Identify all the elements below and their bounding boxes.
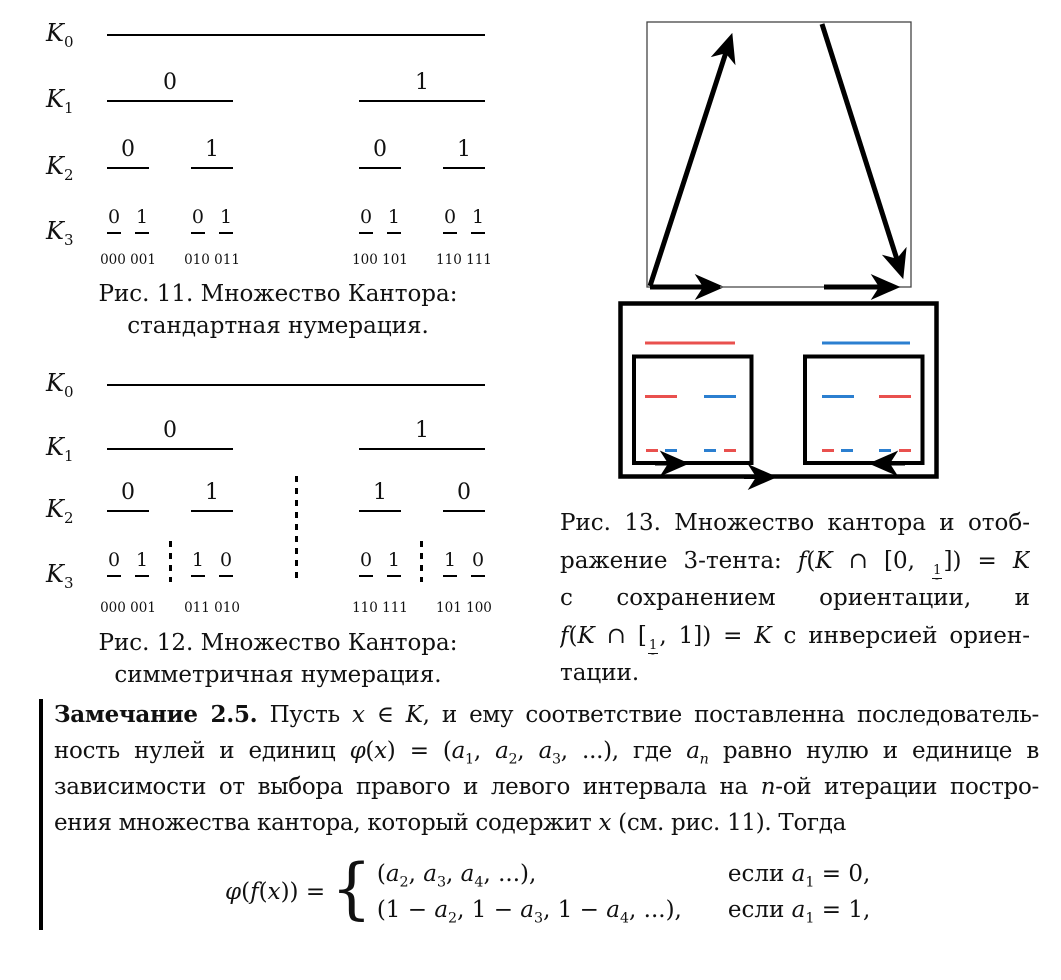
segment-digit: 0 [471, 549, 485, 571]
binary-label: 100 101 [352, 252, 408, 268]
row-label: $K_1$ [46, 433, 74, 465]
segment-digit: 0 [120, 480, 135, 505]
segment-digit: 1 [204, 480, 219, 505]
cantor-segment [191, 575, 205, 577]
remark-paragraph [54, 697, 1039, 841]
segment-digit: 0 [120, 137, 135, 162]
formula-case1-cond: если $a_1 = 0$, [727, 861, 871, 891]
fig13-caption-line1: Рис. 13. Множество кантора и отоб- [560, 510, 1030, 536]
cantor-segment [471, 232, 485, 234]
phi-formula [225, 850, 871, 931]
binary-label: 101 100 [436, 600, 492, 616]
segment-digit: 1 [135, 206, 149, 228]
segment-digit: 1 [387, 549, 401, 571]
cantor-segment [387, 575, 401, 577]
fraction: 1 [932, 562, 942, 578]
cantor-segment [359, 100, 485, 102]
fig13-caption [560, 505, 1030, 693]
cantor-segment [191, 232, 205, 234]
binary-label: 011 010 [184, 600, 240, 616]
tent-up-arrow [650, 40, 730, 286]
formula-brace: { [331, 850, 372, 928]
binary-label: 010 011 [184, 252, 240, 268]
cantor-segment [107, 575, 121, 577]
cantor-segment [107, 100, 233, 102]
fig13-caption-line4: f(K ∩ [ 1 , 1]) = K с инверсией ориен- [560, 618, 1030, 656]
cantor-segment [191, 167, 233, 169]
formula-lhs: φ(f(x)) = [225, 879, 326, 905]
segment-digit: 0 [219, 549, 233, 571]
segment-digit: 0 [107, 549, 121, 571]
remark-left-rule [39, 699, 43, 930]
segment-digit: 1 [204, 137, 219, 162]
fig13-caption-line5: тации. [560, 660, 640, 686]
fig12-caption-line1: Рис. 12. Множество Кантора: [98, 630, 458, 656]
segment-digit: 0 [191, 206, 205, 228]
binary-label: 110 111 [352, 600, 408, 616]
segment-digit: 0 [162, 70, 177, 95]
segment-digit: 0 [443, 206, 457, 228]
remark-line4: ения множества кантора, который содержит x (см. рис. 11). Тогда [54, 810, 847, 836]
binary-label: 110 111 [436, 252, 492, 268]
segment-digit: 0 [456, 480, 471, 505]
cantor-segment [443, 510, 485, 512]
cantor-segment [443, 232, 457, 234]
row-label: $K_0$ [46, 19, 74, 51]
cantor-segment [107, 232, 121, 234]
cantor-segment [107, 448, 233, 450]
segment-digit: 1 [471, 206, 485, 228]
segment-digit: 1 [135, 549, 149, 571]
cantor-segment [443, 575, 457, 577]
fig12-caption-line2: симметричная нумерация. [114, 662, 442, 688]
cantor-segment [219, 575, 233, 577]
cantor-segment [359, 510, 401, 512]
formula-case2-expr: ($1 - a_2$, $1 - a_3$, $1 - a_4$, ...), [376, 897, 682, 927]
segment-digit: 0 [107, 206, 121, 228]
cantor-segment [387, 232, 401, 234]
binary-label: 000 001 [100, 600, 156, 616]
cantor-segment [135, 232, 149, 234]
segment-digit: 1 [219, 206, 233, 228]
fig13-caption-line3: с сохранением ориентации, и [560, 585, 1030, 611]
segment-digit: 1 [191, 549, 205, 571]
formula-case2-cond: если $a_1 = 1$, [727, 897, 871, 927]
segment-digit: 0 [359, 206, 373, 228]
row-label: $K_2$ [46, 152, 74, 184]
dashed-separator [295, 476, 298, 582]
segment-digit: 1 [443, 549, 457, 571]
row-label: $K_2$ [46, 495, 74, 527]
segment-digit: 1 [372, 480, 387, 505]
fig11-caption-line1: Рис. 11. Множество Кантора: [98, 281, 458, 307]
cantor-segment [443, 167, 485, 169]
cantor-segment [107, 510, 149, 512]
remark-line1: Замечание 2.5. Пусть x ∈ K, и ему соответствие поставленна последователь- [54, 701, 1039, 728]
tent-down-arrow [822, 24, 901, 272]
cantor-segment [359, 448, 485, 450]
remark-line3: зависимости от выбора правого и левого интервала на n-ой итерации постро- [54, 774, 1039, 800]
cantor-segment [471, 575, 485, 577]
binary-label: 000 001 [100, 252, 156, 268]
cantor-segment [359, 575, 373, 577]
cantor-subbox-right [805, 357, 923, 464]
segment-digit: 0 [359, 549, 373, 571]
dashed-separator [169, 541, 172, 582]
fig13-caption-line2: ражение 3-тента: f(K ∩ [0, 1 ]) = K [560, 543, 1030, 581]
remark-line2: ность нулей и единиц $\varphi(x) = (a_1$, $a_2$, $a_3$, ...), где $a_n$ равно нулю и единице в [54, 738, 1039, 768]
tent-frame [647, 22, 911, 287]
fig11-caption-line2: стандартная нумерация. [127, 313, 429, 339]
row-label: $K_3$ [46, 217, 74, 249]
segment-digit: 1 [414, 70, 429, 95]
dashed-separator [420, 541, 423, 582]
cantor-segment [135, 575, 149, 577]
segment-digit: 0 [372, 137, 387, 162]
segment-digit: 1 [387, 206, 401, 228]
cantor-segment [107, 384, 485, 386]
cantor-segment [359, 167, 401, 169]
row-label: $K_0$ [46, 369, 74, 401]
cantor-segment [359, 232, 373, 234]
formula-case1-expr: ($a_2$, $a_3$, $a_4$, ...), [376, 861, 537, 891]
cantor-segment [191, 510, 233, 512]
formula-cases [377, 857, 870, 927]
segment-digit: 1 [456, 137, 471, 162]
row-label: $K_1$ [46, 85, 74, 117]
fraction: 1 [648, 637, 658, 653]
segment-digit: 0 [162, 418, 177, 443]
cantor-segment [107, 167, 149, 169]
fig13-graphic [600, 10, 950, 490]
segment-digit: 1 [414, 418, 429, 443]
cantor-segment [107, 34, 485, 36]
cantor-subbox-left [634, 357, 752, 464]
row-label: $K_3$ [46, 560, 74, 592]
cantor-segment [219, 232, 233, 234]
